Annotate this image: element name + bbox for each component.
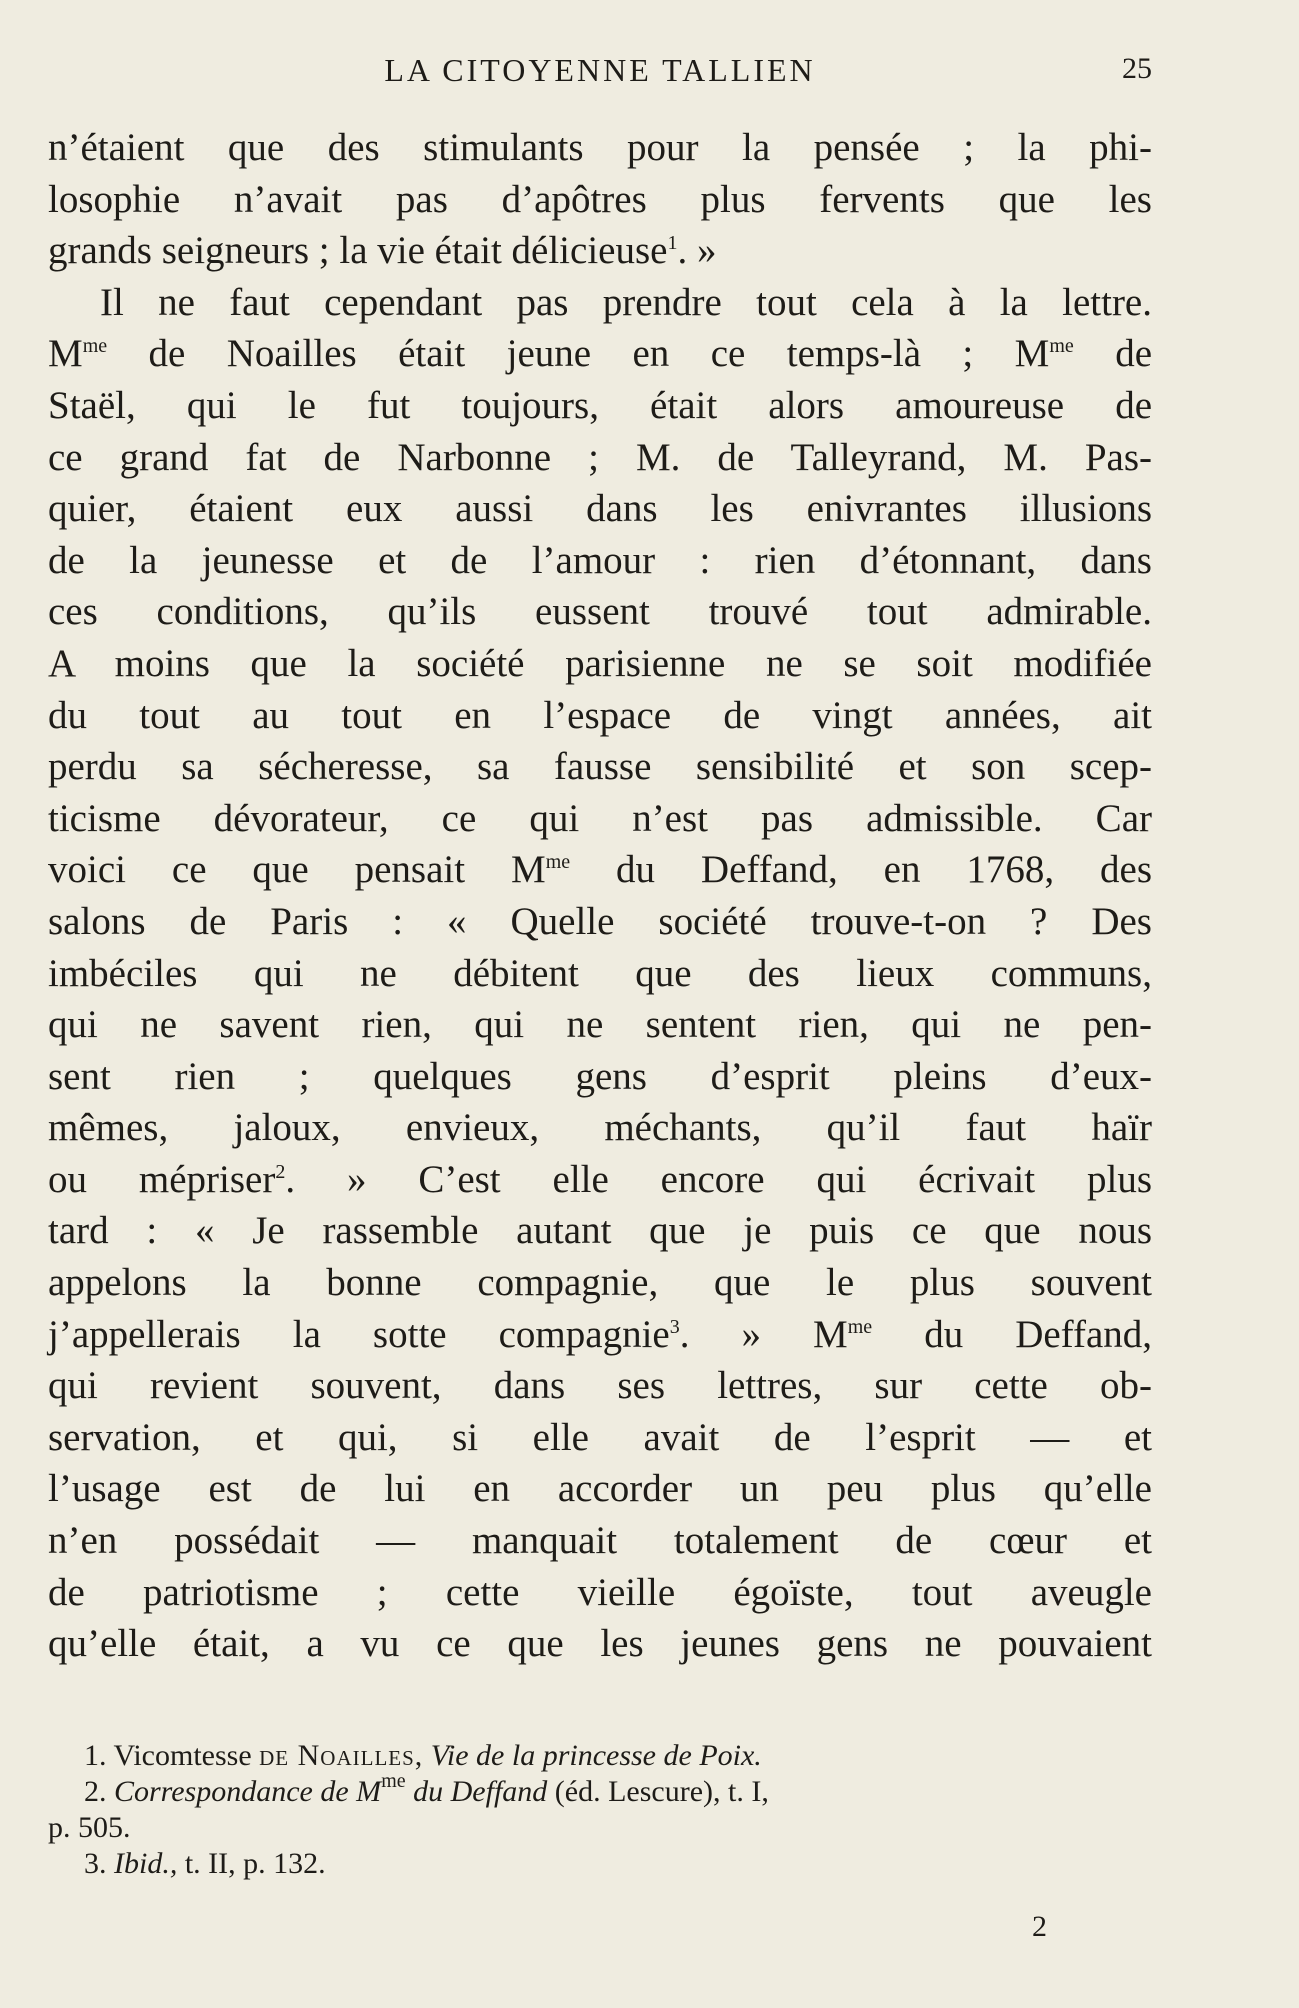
text-line: de patriotisme ; cette vieille égoïste, tout aveugle <box>48 1570 1152 1614</box>
text-line: voici ce que pensait $M^{me}$ du Deffand, en 1768, des <box>48 848 1152 892</box>
text-line: mêmes, jaloux, envieux, méchants, qu’il faut haïr <box>48 1106 1152 1150</box>
text-line: j’appellerais la sotte compagnie$^3$. » $M^{me}$ du Deffand, <box>48 1312 1153 1356</box>
body-text <box>48 122 1152 1670</box>
text-line: l’usage est de lui en accorder un peu plus qu’elle <box>48 1467 1152 1511</box>
footnote-3: 3. Ibid., t. II, p. 132. <box>84 1847 326 1880</box>
text-line: $M^{me}$ de Noailles était jeune en ce temps-là ; $M^{me}$ de <box>48 332 1153 376</box>
text-line: imbéciles qui ne débitent que des lieux communs, <box>48 951 1152 995</box>
text-line: tard : « Je rassemble autant que je puis ce que nous <box>48 1209 1152 1253</box>
text-line: n’étaient que des stimulants pour la pensée ; la phi- <box>48 126 1152 169</box>
footnotes <box>48 1738 1152 1882</box>
text-line: servation, et qui, si elle avait de l’esprit — et <box>48 1415 1152 1459</box>
footnote-1: 1. Vicomtesse de Noailles, Vie de la princesse de Poix. <box>84 1739 762 1772</box>
text-line: ou mépriser$^2$. » C’est elle encore qui écrivait plus <box>48 1157 1152 1201</box>
text-line: du tout au tout en l’espace de vingt années, ait <box>48 693 1152 737</box>
footnote-ref: 3 <box>669 1315 680 1338</box>
text-line: qui revient souvent, dans ses lettres, sur cette ob- <box>48 1364 1152 1408</box>
text-line: qui ne savent rien, qui ne sentent rien, qui ne pen- <box>48 1003 1152 1047</box>
text-line: sent rien ; quelques gens d’esprit pleins d’eux- <box>48 1054 1152 1098</box>
footnote-2: 2. Correspondance de $M^{me}$ du Deffand (éd. Lescure), t. I, <box>84 1770 769 1808</box>
text-line: ce grand fat de Narbonne ; M. de Talleyrand, M. Pas- <box>48 435 1152 479</box>
text-line: grands seigneurs ; la vie était délicieuse$^1$. » <box>48 229 717 273</box>
text-line: A moins que la société parisienne ne se soit modifiée <box>48 641 1152 685</box>
footnote-ref: 1 <box>667 232 678 255</box>
running-head <box>50 52 1150 92</box>
text-line: Staël, qui le fut toujours, était alors amoureuse de <box>48 383 1152 427</box>
text-line: perdu sa sécheresse, sa fausse sensibilité et son scep- <box>48 745 1152 789</box>
text-line: quier, étaient eux aussi dans les enivrantes illusions <box>48 487 1152 531</box>
signature-mark: 2 <box>1032 1910 1047 1943</box>
text-line: ticisme dévorateur, ce qui n’est pas admissible. Car <box>48 796 1152 840</box>
text-line: ces conditions, qu’ils eussent trouvé tout admirable. <box>48 590 1152 634</box>
text-line: salons de Paris : « Quelle société trouve-t-on ? Des <box>48 899 1152 943</box>
text-line: n’en possédait — manquait totalement de cœur et <box>48 1519 1152 1563</box>
text-line: losophie n’avait pas d’apôtres plus fervents que les <box>48 177 1152 221</box>
text-line: de la jeunesse et de l’amour : rien d’étonnant, dans <box>48 538 1152 582</box>
text-line: Il ne faut cependant pas prendre tout cela à la lettre. <box>100 280 1152 324</box>
text-line: qu’elle était, a vu ce que les jeunes gens ne pouvaient <box>48 1622 1152 1666</box>
running-title: LA CITOYENNE TALLIEN <box>384 52 816 88</box>
text-line: appelons la bonne compagnie, que le plus souvent <box>48 1261 1152 1305</box>
footnote-2-continued: p. 505. <box>48 1811 131 1844</box>
page-number: 25 <box>1122 52 1152 85</box>
footnote-ref: 2 <box>275 1160 286 1183</box>
